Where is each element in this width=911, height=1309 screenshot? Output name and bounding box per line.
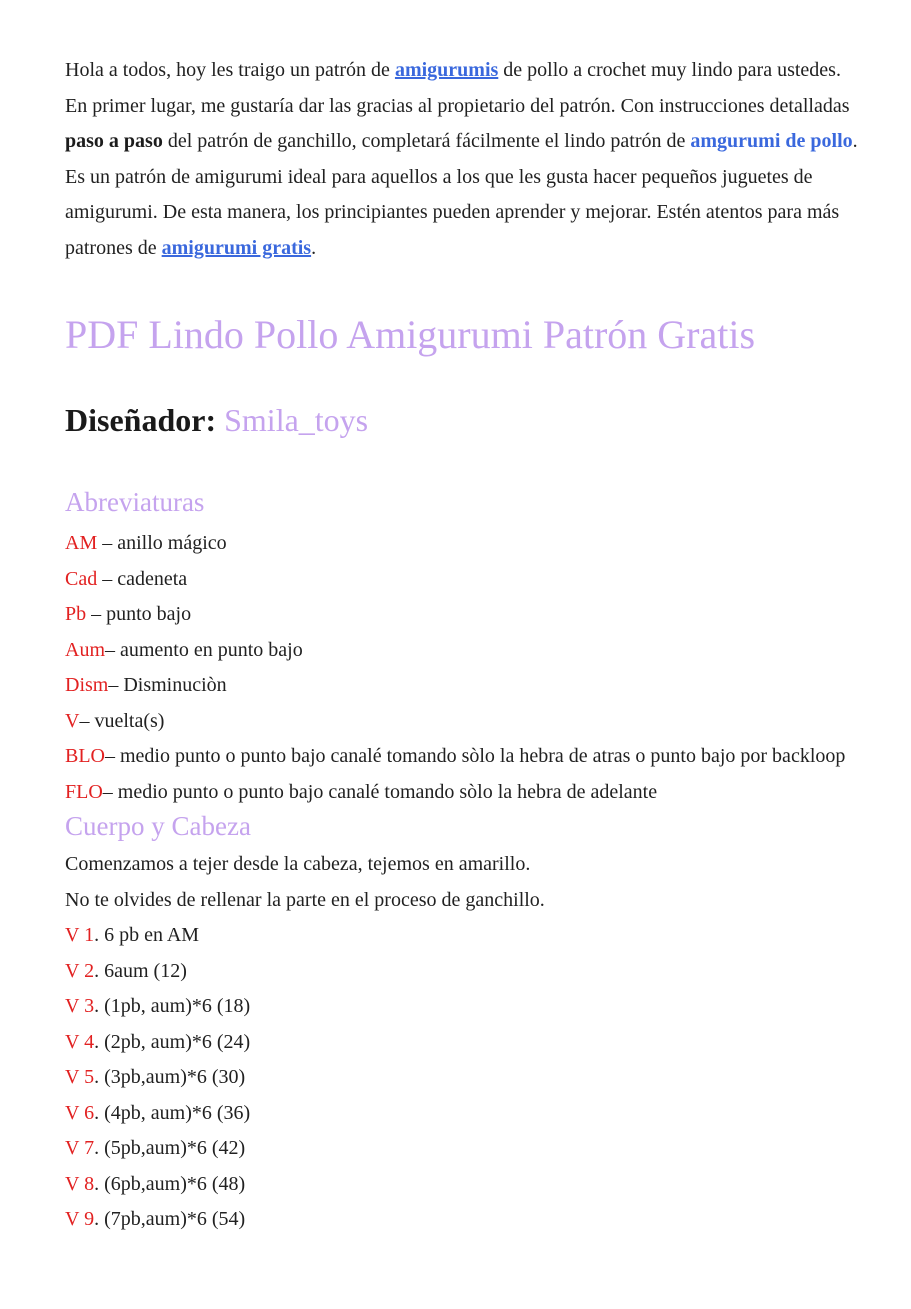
pattern-row <box>65 918 865 954</box>
pattern-row <box>65 1131 865 1167</box>
page-title: PDF Lindo Pollo Amigurumi Patrón Gratis <box>65 312 756 357</box>
abbreviation-desc: – medio punto o punto bajo canalé tomando sòlo la hebra de atras o punto bajo por backloop <box>105 745 846 767</box>
section-heading-cuerpo-y-cabeza: Cuerpo y Cabeza <box>65 811 251 841</box>
round-instruction: . (2pb, aum)*6 (24) <box>94 1030 251 1053</box>
pattern-rows <box>65 918 865 1238</box>
pattern-row <box>65 1096 865 1132</box>
designer-heading <box>65 400 865 440</box>
abbreviation-item <box>65 562 865 598</box>
abbreviation-item <box>65 526 865 562</box>
link-amigurumi-gratis[interactable]: amigurumi gratis <box>161 236 312 259</box>
abbreviation-item <box>65 668 865 704</box>
round-label: V 7 <box>65 1137 95 1159</box>
abbreviation-desc: – punto bajo <box>86 603 192 625</box>
abbreviation-item <box>65 739 865 775</box>
abbreviation-item <box>65 704 865 740</box>
link-amigurumis[interactable]: amigurumis <box>394 59 499 81</box>
abbreviation-desc: – anillo mágico <box>97 532 227 554</box>
abbreviation-item <box>65 775 865 811</box>
section-heading-abreviaturas: Abreviaturas <box>65 487 205 517</box>
round-instruction: . (6pb,aum)*6 (48) <box>94 1172 246 1195</box>
abbreviation-term: AM <box>65 532 98 554</box>
round-instruction: . (7pb,aum)*6 (54) <box>94 1208 246 1230</box>
abbreviation-desc: – Disminuciòn <box>108 674 227 696</box>
link-amgurumi-de-pollo[interactable]: amgurumi de pollo <box>690 130 853 152</box>
pattern-row <box>65 1025 865 1061</box>
abbreviation-term: FLO <box>65 780 103 803</box>
round-label: V 6 <box>65 1101 95 1124</box>
pattern-row <box>65 1167 865 1203</box>
abbreviation-item <box>65 633 865 669</box>
intro-text: del patrón de ganchillo, completará fácilmente el lindo patrón de <box>162 130 691 152</box>
body-paragraph: Comenzamos a tejer desde la cabeza, tejemos en amarillo. <box>65 853 531 875</box>
abbreviations-list <box>65 526 865 810</box>
intro-text: Hola a todos, hoy les traigo un patrón de <box>65 59 395 81</box>
intro-paragraph <box>65 53 865 266</box>
round-label: V 5 <box>65 1066 95 1088</box>
abbreviation-item <box>65 597 865 633</box>
abbreviation-term: BLO <box>65 745 105 767</box>
designer-name-link[interactable]: Smila_toys <box>224 402 369 438</box>
abbreviation-term: Aum <box>65 638 105 661</box>
abbreviation-term: V <box>65 709 80 732</box>
abbreviation-desc: – cadeneta <box>97 567 188 590</box>
round-label: V 2 <box>65 959 95 982</box>
body-paragraph: No te olvides de rellenar la parte en el proceso de ganchillo. <box>65 888 545 911</box>
pattern-row <box>65 1060 865 1096</box>
abbreviation-desc: – vuelta(s) <box>79 709 165 732</box>
round-label: V 9 <box>65 1208 95 1230</box>
round-label: V 1 <box>65 924 95 946</box>
round-instruction: . 6 pb en AM <box>94 924 200 946</box>
round-instruction: . (5pb,aum)*6 (42) <box>94 1137 246 1159</box>
abbreviation-term: Dism <box>65 674 109 696</box>
pattern-row <box>65 989 865 1025</box>
abbreviation-term: Pb <box>65 603 87 625</box>
round-instruction: . (1pb, aum)*6 (18) <box>94 995 251 1017</box>
round-label: V 4 <box>65 1030 95 1053</box>
round-instruction: . (3pb,aum)*6 (30) <box>94 1066 246 1088</box>
abbreviation-desc: – aumento en punto bajo <box>105 638 303 661</box>
intro-text: . Es un patrón de amigurumi ideal para aquellos a los que les gusta hacer pequeños juguetes de amigurumi. De esta manera, los principiantes pueden aprender y mejorar. Estén atentos para más patrones de <box>65 130 858 259</box>
intro-text: de pollo a crochet muy lindo para ustedes. En primer lugar, me gustaría dar las gracias al propietario del patrón. Con instrucciones detalladas <box>65 59 850 117</box>
abbreviation-desc: – medio punto o punto bajo canalé tomando sòlo la hebra de adelante <box>102 780 658 803</box>
pattern-row <box>65 954 865 990</box>
round-label: V 3 <box>65 995 95 1017</box>
round-instruction: . 6aum (12) <box>94 959 187 982</box>
round-instruction: . (4pb, aum)*6 (36) <box>94 1101 251 1124</box>
bold-paso-a-paso: paso a paso <box>65 130 163 152</box>
intro-text: . <box>311 236 317 259</box>
round-label: V 8 <box>65 1172 95 1195</box>
designer-label: Diseñador: <box>65 402 217 438</box>
abbreviation-term: Cad <box>65 567 98 590</box>
pattern-row <box>65 1202 865 1238</box>
